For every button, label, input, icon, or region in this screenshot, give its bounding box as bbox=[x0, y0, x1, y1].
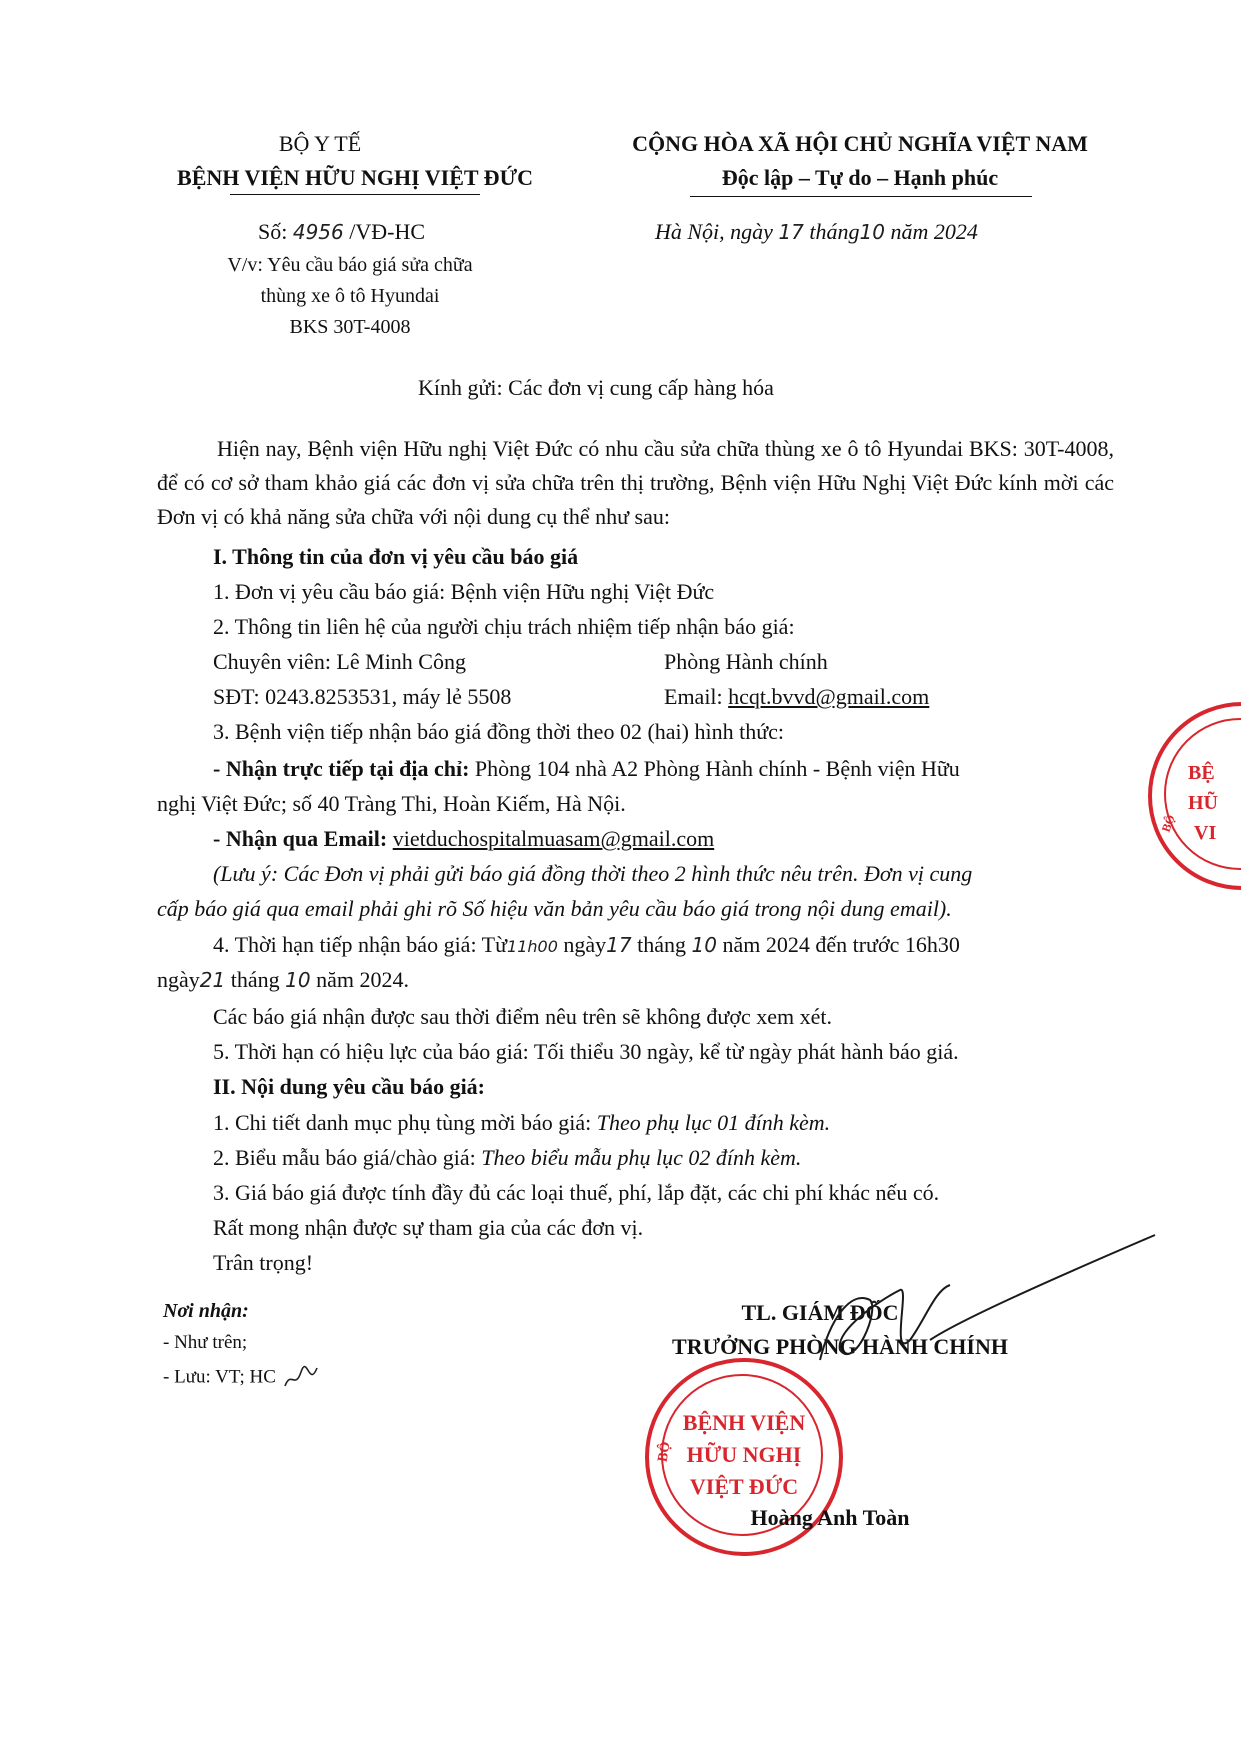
date-day-handwritten: 17 bbox=[778, 220, 804, 244]
email-link[interactable]: vietduchospitalmuasam@gmail.com bbox=[392, 826, 715, 851]
national-motto: Độc lập – Tự do – Hạnh phúc bbox=[721, 165, 999, 190]
doc-number-prefix: Số: bbox=[258, 219, 288, 244]
hospital-name: BỆNH VIỆN HỮU NGHỊ VIỆT ĐỨC bbox=[177, 165, 533, 190]
direct-address-1: Phòng 104 nhà A2 Phòng Hành chính - Bệnh viện Hữu bbox=[474, 756, 960, 781]
item-4-text-d: năm 2024 đến trước 16h30 bbox=[722, 932, 960, 957]
contact-email bbox=[664, 684, 929, 710]
contact-phone: SĐT: 0243.8253531, máy lẻ 5508 bbox=[213, 684, 512, 709]
seal-line-2: HỮU NGHỊ bbox=[686, 1442, 802, 1467]
request-1-label: 1. Chi tiết danh mục phụ tùng mời báo giá: bbox=[213, 1110, 592, 1135]
item-3: 3. Bệnh viện tiếp nhận báo giá đồng thời theo 02 (hai) hình thức: bbox=[213, 719, 785, 744]
closing-line-2: Trân trọng! bbox=[213, 1250, 314, 1275]
subject-line-3: BKS 30T-4008 bbox=[289, 316, 411, 338]
note-line-1: (Lưu ý: Các Đơn vị phải gửi báo giá đồng thời theo 2 hình thức nêu trên. Đơn vị cung bbox=[213, 861, 973, 886]
section-2-heading: II. Nội dung yêu cầu báo giá: bbox=[213, 1074, 486, 1099]
intro-text: Hiện nay, Bệnh viện Hữu nghị Việt Đức có nhu cầu sửa chữa thùng xe ô tô Hyundai BKS: 30T-4008, để có cơ sở tham khảo giá các đơn vị sửa chữa trên thị trường, Bệnh viện Hữu Nghị Việt Đức kính mời các Đơn vị có khả năng sửa chữa với nội dung cụ thể như sau: bbox=[157, 436, 1114, 529]
seal-line-3: VIỆT ĐỨC bbox=[689, 1474, 799, 1499]
request-1-value: Theo phụ lục 01 đính kèm. bbox=[596, 1110, 831, 1135]
item-4-text-f: tháng bbox=[230, 967, 280, 992]
intro-paragraph bbox=[157, 432, 1114, 534]
doc-number-handwritten: 4956 bbox=[292, 220, 344, 244]
date-month-label: tháng bbox=[809, 219, 860, 244]
item-4-line-1 bbox=[213, 932, 960, 960]
closing-line-1: Rất mong nhận được sự tham gia của các đơn vị. bbox=[213, 1215, 644, 1240]
item-4-line-2 bbox=[157, 967, 409, 993]
date-prefix: Hà Nội, ngày bbox=[655, 219, 773, 244]
republic-title: CỘNG HÒA XÃ HỘI CHỦ NGHĨA VIỆT NAM bbox=[632, 131, 1088, 156]
date-year: năm 2024 bbox=[890, 219, 978, 244]
ministry-name: BỘ Y TẾ bbox=[278, 131, 362, 156]
edge-seal-line-3: VI bbox=[1194, 822, 1217, 844]
direct-label: - Nhận trực tiếp tại địa chỉ: bbox=[213, 756, 470, 781]
direct-submission bbox=[213, 756, 960, 782]
request-2-label: 2. Biểu mẫu báo giá/chào giá: bbox=[213, 1145, 476, 1170]
email-submission bbox=[213, 826, 714, 852]
contact-department: Phòng Hành chính bbox=[664, 649, 828, 674]
contact-email-link[interactable]: hcqt.bvvd@gmail.com bbox=[728, 684, 930, 709]
edge-seal-side: BỘ bbox=[1158, 812, 1178, 834]
hospital-underline bbox=[230, 194, 480, 195]
recipient-2 bbox=[163, 1364, 321, 1392]
item-4-text-a: 4. Thời hạn tiếp nhận báo giá: Từ bbox=[213, 932, 508, 957]
greeting: Kính gửi: Các đơn vị cung cấp hàng hóa bbox=[418, 375, 774, 400]
item-4-endday-handwritten: 21 bbox=[199, 968, 226, 992]
recipient-1: - Như trên; bbox=[163, 1332, 248, 1353]
late-note: Các báo giá nhận được sau thời điểm nêu trên sẽ không được xem xét. bbox=[213, 1004, 832, 1029]
request-1 bbox=[213, 1110, 830, 1136]
note-line-2: cấp báo giá qua email phải ghi rõ Số hiệu văn bản yêu cầu báo giá trong nội dung email). bbox=[157, 896, 952, 921]
seal-line-1: BỆNH VIỆN bbox=[682, 1410, 806, 1435]
item-4-time-handwritten: 11h00 bbox=[507, 937, 558, 956]
item-4-endmonth-handwritten: 10 bbox=[285, 968, 311, 992]
item-4-month-handwritten: 10 bbox=[691, 933, 717, 957]
item-1: 1. Đơn vị yêu cầu báo giá: Bệnh viện Hữu nghị Việt Đức bbox=[213, 579, 715, 604]
motto-underline bbox=[690, 196, 1032, 197]
item-4-day-handwritten: 17 bbox=[606, 933, 632, 957]
email-label: - Nhận qua Email: bbox=[213, 826, 388, 851]
item-4-text-g: năm 2024. bbox=[316, 967, 409, 992]
initials-scribble bbox=[281, 1364, 321, 1392]
request-3: 3. Giá báo giá được tính đầy đủ các loại thuế, phí, lắp đặt, các chi phí khác nếu có. bbox=[213, 1180, 940, 1205]
edge-seal-line-2: HŨ bbox=[1188, 792, 1218, 814]
item-4-text-b: ngày bbox=[563, 932, 607, 957]
request-2 bbox=[213, 1145, 801, 1171]
item-4-text-c: tháng bbox=[637, 932, 686, 957]
direct-address-2: nghị Việt Đức; số 40 Tràng Thi, Hoàn Kiếm, Hà Nội. bbox=[157, 791, 626, 816]
recipient-2-text: - Lưu: VT; HC bbox=[163, 1366, 276, 1388]
document-date bbox=[655, 219, 978, 245]
sign-title-2: TRƯỞNG PHÒNG HÀNH CHÍNH bbox=[672, 1334, 1008, 1359]
doc-number-suffix: /VĐ-HC bbox=[349, 219, 426, 244]
contact-name: Chuyên viên: Lê Minh Công bbox=[213, 649, 466, 674]
recipients-title: Nơi nhận: bbox=[163, 1300, 249, 1322]
item-4-text-e: ngày bbox=[157, 967, 200, 992]
subject-line-2: thùng xe ô tô Hyundai bbox=[260, 285, 440, 307]
request-2-value: Theo biểu mẫu phụ lục 02 đính kèm. bbox=[481, 1145, 802, 1170]
signature bbox=[760, 1230, 1160, 1380]
sign-title-1: TL. GIÁM ĐỐC bbox=[741, 1300, 899, 1325]
doc-number bbox=[258, 219, 425, 245]
seal-side: BỘ bbox=[655, 1440, 674, 1464]
section-1-heading: I. Thông tin của đơn vị yêu cầu báo giá bbox=[213, 544, 579, 569]
contact-email-label: Email: bbox=[664, 684, 723, 709]
item-2: 2. Thông tin liên hệ của người chịu trách nhiệm tiếp nhận báo giá: bbox=[213, 614, 795, 639]
edge-seal-line-1: BỆ bbox=[1188, 762, 1215, 784]
subject-line-1: V/v: Yêu cầu báo giá sửa chữa bbox=[227, 254, 473, 276]
item-5: 5. Thời hạn có hiệu lực của báo giá: Tối thiểu 30 ngày, kể từ ngày phát hành báo giá. bbox=[213, 1039, 959, 1064]
signer-name: Hoàng Anh Toàn bbox=[750, 1505, 910, 1530]
date-month-handwritten: 10 bbox=[859, 220, 885, 244]
edge-seal bbox=[1148, 702, 1241, 890]
